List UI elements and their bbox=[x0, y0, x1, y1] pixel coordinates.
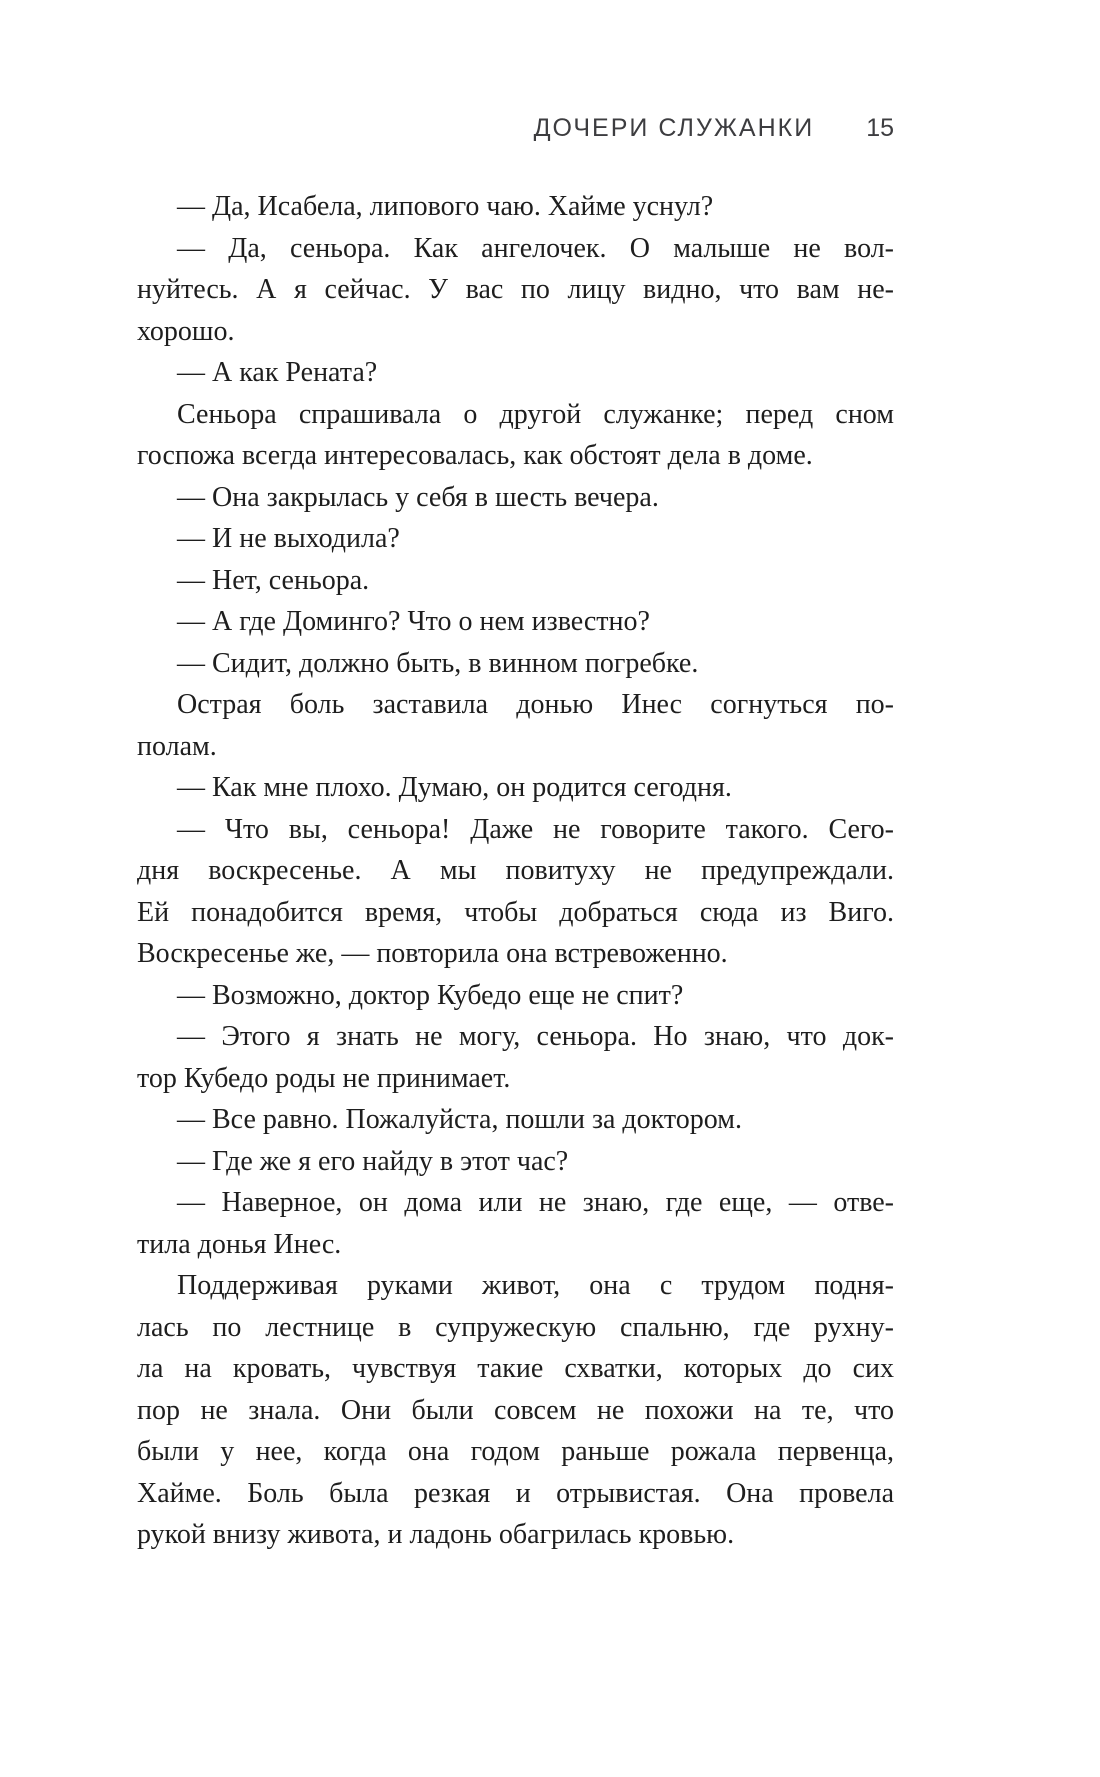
text-line: тила донья Инес. bbox=[137, 1228, 342, 1260]
page-number: 15 bbox=[866, 114, 894, 142]
text-line: рукой внизу живота, и ладонь обагрилась кровью. bbox=[137, 1519, 735, 1550]
text-line: Хайме. Боль была резкая и отрывистая. Она провела bbox=[137, 1477, 894, 1509]
text-line: — Возможно, доктор Кубедо еще не спит? bbox=[177, 979, 684, 1011]
text-block bbox=[137, 186, 894, 1556]
text-line: — Сидит, должно быть, в винном погребке. bbox=[177, 647, 699, 679]
text-line: пор не знала. Они были совсем не похожи на те, что bbox=[137, 1394, 894, 1426]
text-line: Сеньора спрашивала о другой служанке; перед сном bbox=[177, 398, 894, 430]
text-line: госпожа всегда интересовалась, как обстоят дела в доме. bbox=[137, 440, 813, 471]
text-line: — Что вы, сеньора! Даже не говорите такого. Сего- bbox=[177, 813, 894, 845]
text-line: дня воскресенье. А мы повитуху не предупреждали. bbox=[137, 855, 894, 886]
text-line: Поддерживая руками живот, она с трудом подня- bbox=[177, 1270, 894, 1301]
text-line: ла на кровать, чувствуя такие схватки, которых до сих bbox=[137, 1353, 894, 1384]
text-line: были у нее, когда она годом раньше рожала первенца, bbox=[137, 1436, 894, 1467]
text-line: — Нет, сеньора. bbox=[177, 564, 370, 596]
text-line: хорошо. bbox=[137, 315, 235, 347]
running-header bbox=[137, 112, 894, 144]
text-line: Воскресенье же, — повторила она встревоженно. bbox=[137, 938, 728, 969]
text-line: тор Кубедо роды не принимает. bbox=[137, 1062, 511, 1094]
text-line: Острая боль заставила донью Инес согнуться по- bbox=[177, 689, 894, 720]
text-line: — Да, Исабела, липового чаю. Хайме уснул? bbox=[177, 191, 714, 222]
text-line: — А где Доминго? Что о нем известно? bbox=[177, 606, 650, 637]
text-line: — Как мне плохо. Думаю, он родится сегодня. bbox=[177, 772, 732, 803]
text-line: полам. bbox=[137, 730, 217, 762]
text-line: — Она закрылась у себя в шесть вечера. bbox=[177, 481, 659, 513]
text-line: — Наверное, он дома или не знаю, где еще, — отве- bbox=[177, 1187, 894, 1218]
text-line: — Этого я знать не могу, сеньора. Но знаю, что док- bbox=[177, 1021, 894, 1052]
text-line: — Где же я его найду в этот час? bbox=[177, 1145, 569, 1177]
text-line: Ей понадобится время, чтобы добраться сюда из Виго. bbox=[137, 896, 894, 928]
text-line: нуйтесь. А я сейчас. У вас по лицу видно, что вам не- bbox=[137, 274, 894, 305]
text-line: — А как Рената? bbox=[177, 357, 378, 388]
text-line: — Все равно. Пожалуйста, пошли за доктором. bbox=[177, 1104, 742, 1135]
text-line: лась по лестнице в супружескую спальню, где рухну- bbox=[137, 1311, 894, 1343]
chapter-title: ДОЧЕРИ СЛУЖАНКИ bbox=[533, 114, 815, 142]
text-line: — Да, сеньора. Как ангелочек. О малыше не вол- bbox=[177, 232, 894, 264]
text-line: — И не выходила? bbox=[177, 523, 400, 554]
